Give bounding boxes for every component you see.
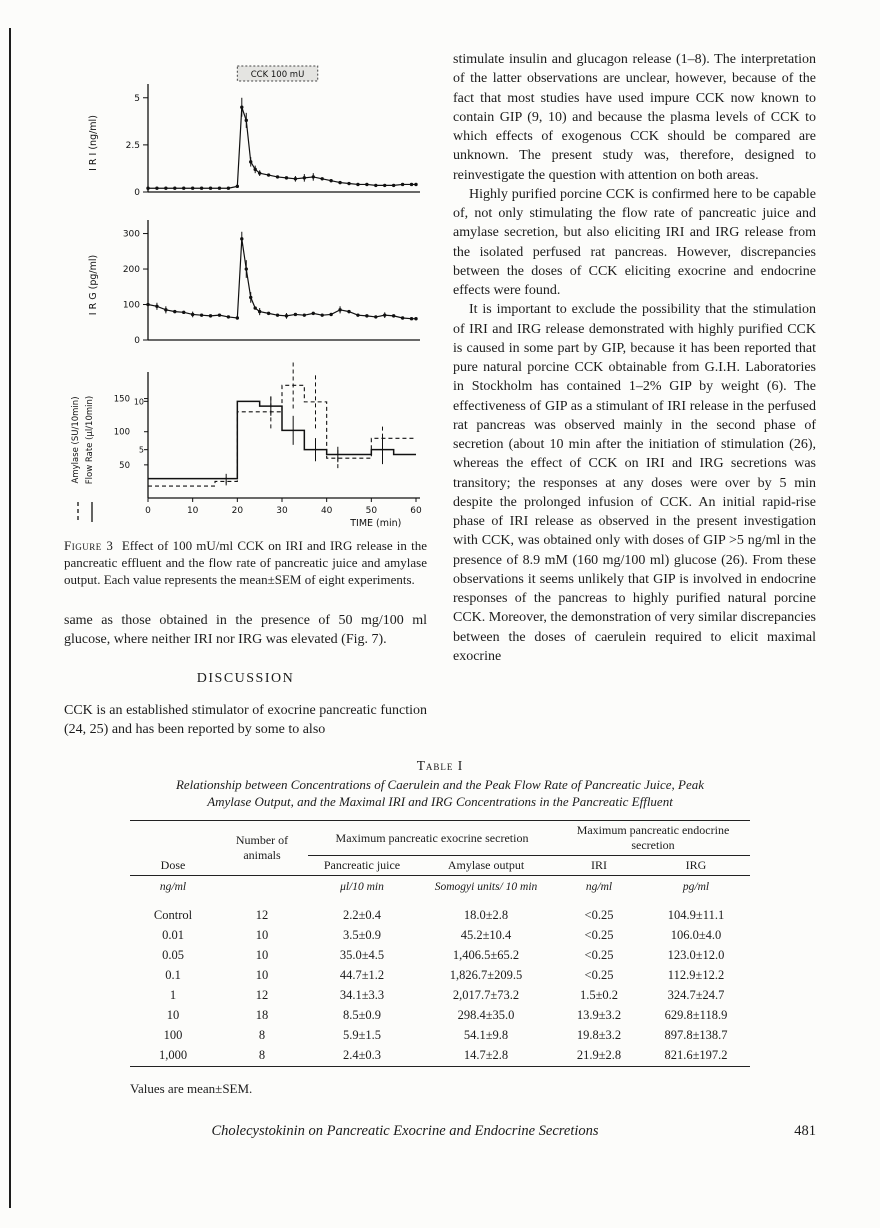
table-cell: 10: [166, 1008, 180, 1023]
table-cell: 1,406.5±65.2: [452, 948, 520, 963]
table-cell: 100: [163, 1028, 183, 1043]
table-1-caption: Relationship between Concentrations of Caerulein and the Peak Flow Rate of Pancreatic Juice, Peak Amylase Output, and the Maximal IRI and IRG Concentrations in the Pancreatic Effluent: [175, 776, 705, 809]
left-paragraph-2: CCK is an established stimulator of exocrine pancreatic function (24, 25) and has been reported by some to also: [64, 703, 427, 738]
svg-text:300: 300: [122, 229, 140, 240]
col-header-iri: IRI: [556, 856, 642, 876]
table-cell: 112.9±12.2: [667, 968, 725, 983]
table-cell: 0.01: [162, 928, 184, 943]
svg-text:5: 5: [138, 445, 144, 455]
table-1: [130, 820, 750, 1067]
left-paragraph-1: same as those obtained in the presence of 50 mg/100 ml glucose, where neither IRI nor IRG was elevated (Fig. 7).: [64, 612, 427, 647]
unit-iri: ng/ml: [585, 881, 613, 894]
svg-text:60: 60: [410, 506, 422, 516]
left-column: [64, 50, 427, 740]
table-row: [130, 986, 750, 1006]
table-cell: 12: [255, 988, 269, 1003]
table-cell: <0.25: [584, 968, 614, 983]
svg-text:30: 30: [276, 506, 288, 516]
table-cell: 1: [169, 988, 177, 1003]
svg-text:Flow Rate (μl/10min): Flow Rate (μl/10min): [85, 395, 95, 485]
table-cell: 14.7±2.8: [463, 1048, 509, 1063]
svg-text:100: 100: [113, 427, 130, 438]
table-cell: 10: [255, 928, 269, 943]
svg-text:50: 50: [119, 460, 130, 471]
svg-text:0: 0: [134, 336, 140, 346]
table-row: [130, 1046, 750, 1067]
unit-juice: μl/10 min: [340, 881, 384, 894]
figure-3-chart: [64, 50, 436, 530]
svg-text:TIME (min): TIME (min): [350, 518, 402, 529]
table-1-section: [64, 758, 816, 1097]
svg-text:150: 150: [113, 394, 130, 405]
table-cell: 19.8±3.2: [576, 1028, 622, 1043]
table-cell: 897.8±138.7: [664, 1028, 728, 1043]
page-edge-scan-line: [9, 28, 11, 1208]
col-header-irg: IRG: [642, 856, 750, 876]
col-header-dose: Dose: [130, 821, 216, 876]
svg-text:CCK 100 mU: CCK 100 mU: [250, 70, 305, 80]
table-cell: <0.25: [584, 948, 614, 963]
table-cell: 45.2±10.4: [460, 928, 512, 943]
page: [64, 50, 816, 1140]
table-row: [130, 903, 750, 926]
table-row: [130, 946, 750, 966]
svg-text:10: 10: [186, 506, 199, 516]
unit-dose: ng/ml: [159, 881, 187, 894]
table-cell: 104.9±11.1: [667, 908, 725, 923]
group-header-exocrine: Maximum pancreatic exocrine secretion: [308, 821, 556, 856]
table-cell: 18.0±2.8: [463, 908, 509, 923]
right-paragraph-3: It is important to exclude the possibility that the stimulation of IRI and IRG release demonstrated with highly purified CCK is caused in some part by GIP, because it has been reported that pure natural porcine CCK obtainable from G.I.H. Laboratories in Stockholm has contained 1–2% GIP by weight (6). The effectiveness of GIP as a stimulant of IRI release in the perfused rat pancreas was observed mainly in the second phase of secretion (about 10 min after the initiation of stimulation (26), whereas the effect of CCK on IRI and IRG secretions was transitory; the responses at any doses were over by 5 min despite the prolonged infusion of CCK. An initial rapid-rise phase of IRI release as observed in the present investigation with CCK, was obtained only with doses of GIP >5 ng/ml in the presence of 8.9 mM (160 mg/100 ml) glucose (26). From these observations it seems unlikely that GIP is involved in endocrine responses of the pancreas to highly purified natural porcine CCK. Moreover, the demonstration of very similar discrepancies between the doses of caerulein required to elicit maximal exocrine: [453, 302, 816, 664]
right-column: [453, 50, 816, 740]
svg-text:I R I (ng/ml): I R I (ng/ml): [88, 115, 99, 171]
discussion-heading: DISCUSSION: [196, 671, 295, 687]
svg-text:10: 10: [133, 397, 144, 407]
table-cell: 8: [258, 1028, 266, 1043]
table-cell: 12: [255, 908, 269, 923]
table-cell: 10: [255, 968, 269, 983]
figure-caption-text: Effect of 100 mU/ml CCK on IRI and IRG release in the pancreatic effluent and the flow rate of pancreatic juice and amylase output. Each value represents the mean±SEM of eight experiments.: [64, 538, 428, 587]
table-cell: 1,826.7±209.5: [449, 968, 523, 983]
page-footer: [64, 1123, 816, 1140]
table-cell: 1.5±0.2: [579, 988, 619, 1003]
table-cell: 821.6±197.2: [664, 1048, 728, 1063]
table-row: [130, 1006, 750, 1026]
table-cell: 3.5±0.9: [342, 928, 382, 943]
table-cell: Control: [153, 908, 193, 923]
table-cell: 13.9±3.2: [576, 1008, 622, 1023]
table-cell: 44.7±1.2: [339, 968, 385, 983]
svg-text:20: 20: [231, 506, 244, 516]
svg-text:50: 50: [365, 506, 378, 516]
col-header-juice: Pancreatic juice: [308, 856, 416, 876]
table-row: [130, 1026, 750, 1046]
unit-animals: [216, 876, 308, 904]
page-number: 481: [794, 1122, 816, 1139]
table-cell: 2.4±0.3: [342, 1048, 382, 1063]
table-cell: 8.5±0.9: [342, 1008, 382, 1023]
table-cell: 8: [258, 1048, 266, 1063]
table-cell: 2,017.7±73.2: [452, 988, 520, 1003]
col-header-amylase: Amylase output: [416, 856, 556, 876]
table-cell: 298.4±35.0: [457, 1008, 515, 1023]
table-cell: 34.1±3.3: [339, 988, 385, 1003]
svg-text:100: 100: [122, 300, 140, 311]
table-cell: 54.1±9.8: [463, 1028, 509, 1043]
svg-text:0: 0: [145, 506, 151, 516]
running-title: Cholecystokinin on Pancreatic Exocrine and Endocrine Secretions: [211, 1122, 599, 1139]
table-row: [130, 926, 750, 946]
unit-irg: pg/ml: [682, 881, 710, 894]
table-cell: 18: [255, 1008, 269, 1023]
table-cell: 1,000: [158, 1048, 188, 1063]
table-1-label: Table I: [416, 757, 464, 773]
table-body: [130, 903, 750, 1066]
group-header-endocrine: Maximum pancreatic endocrine secretion: [556, 821, 750, 856]
table-cell: 35.0±4.5: [339, 948, 385, 963]
table-cell: 0.05: [162, 948, 184, 963]
table-1-footnote: Values are mean±SEM.: [130, 1080, 253, 1096]
table-cell: 106.0±4.0: [670, 928, 722, 943]
right-paragraph-1: stimulate insulin and glucagon release (1–8). The interpretation of the latter observations are unclear, however, because of the fact that most studies have used impure CCK now known to contain GIP (9, 10) and because the plasma levels of CCK to which effects of exogenous CCK should be compared are unknown. The present study was, therefore, designed to reinvestigate the question with attention on both areas.: [453, 52, 816, 183]
table-cell: 21.9±2.8: [576, 1048, 622, 1063]
svg-text:I R G (pg/ml): I R G (pg/ml): [88, 254, 99, 316]
svg-text:0: 0: [134, 188, 140, 198]
table-cell: 123.0±12.0: [667, 948, 725, 963]
table-cell: 324.7±24.7: [667, 988, 725, 1003]
figure-caption-label: Figure 3: [64, 538, 114, 553]
table-cell: 5.9±1.5: [342, 1028, 382, 1043]
table-cell: <0.25: [584, 908, 614, 923]
figure-3-caption: [64, 538, 427, 589]
figure-3: [64, 50, 436, 530]
col-header-animals: Number of animals: [216, 821, 308, 876]
table-cell: 0.1: [165, 968, 181, 983]
units-row: [130, 876, 750, 904]
svg-text:Amylase (SU/10min): Amylase (SU/10min): [71, 396, 81, 484]
table-cell: 10: [255, 948, 269, 963]
table-cell: 629.8±118.9: [664, 1008, 728, 1023]
unit-amylase: Somogyi units/ 10 min: [434, 881, 538, 894]
svg-text:40: 40: [320, 506, 333, 516]
table-cell: 2.2±0.4: [342, 908, 382, 923]
svg-text:200: 200: [122, 265, 140, 276]
table-cell: <0.25: [584, 928, 614, 943]
right-paragraph-2: Highly purified porcine CCK is confirmed here to be capable of, not only stimulating the flow rate of pancreatic juice and amylase secretion, but also eliciting IRI and IRG release from the isolated perfused rat pancreas. However, discrepancies between the doses of CCK eliciting exocrine and endocrine effects were found.: [453, 186, 816, 298]
table-row: [130, 966, 750, 986]
svg-text:2.5: 2.5: [125, 140, 140, 151]
svg-text:5: 5: [134, 93, 140, 104]
